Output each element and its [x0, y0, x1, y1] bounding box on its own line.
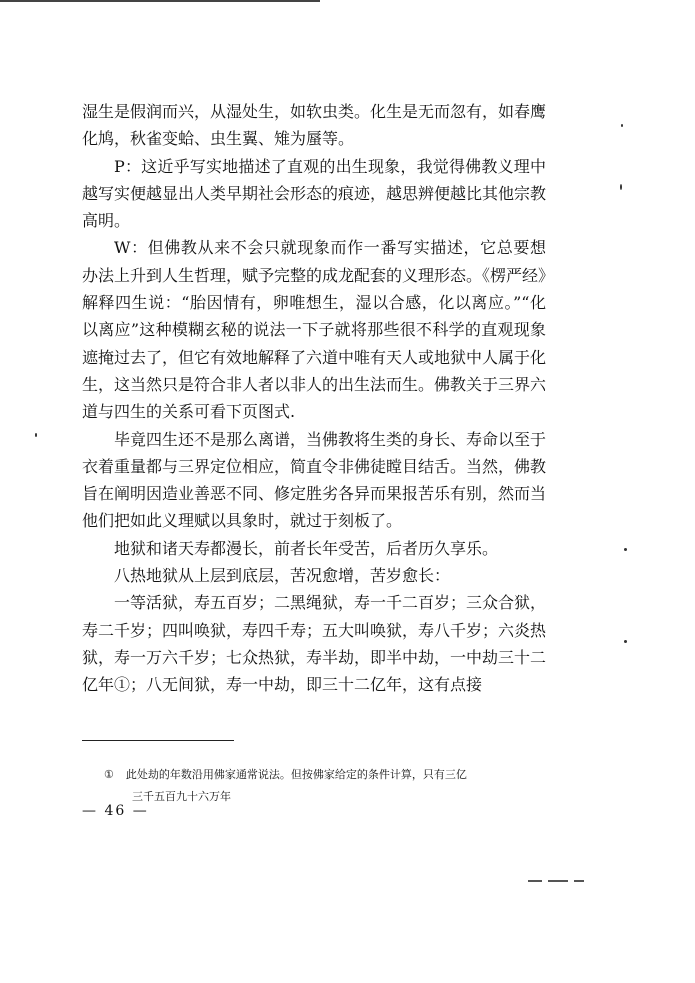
page-number: — 46 — — [82, 803, 149, 819]
scan-dash — [574, 880, 584, 882]
paragraph-hells-heavens: 地狱和诸天寿都漫长，前者长年受苦，后者历久享乐。 — [114, 538, 499, 558]
scan-dash — [528, 880, 542, 882]
page-body — [82, 98, 546, 699]
scan-speck — [624, 640, 627, 643]
paragraph-eight-hot-hells: 八热地狱从上层到底层，苦况愈增，苦岁愈长： — [114, 566, 451, 586]
footnote-line-2: 三千五百九十六万年 — [132, 790, 231, 803]
footnote-mark: ① — [104, 768, 114, 781]
paragraph-wet-birth: 湿生是假润而兴，从湿处生，如软虫类。化生是无而忽有，如春鹰化鸠，秋雀变蛤、虫生翼、雉为蜃等。 — [82, 102, 547, 149]
scan-dash — [548, 880, 568, 882]
paragraph-four-births: 毕竟四生还不是那么离谱，当佛教将生类的身长、寿命以至于衣着重量都与三界定位相应，简直令非佛徒瞠目结舌。当然，佛教旨在阐明因造业善恶不同、修定胜劣各异而果报苦乐有别，然而当他们把如此义理赋以具象时，就过于刻板了。 — [82, 429, 547, 531]
paragraph-w-reply: W：但佛教从来不会只就现象而作一番写实描述，它总要想办法上升到人生哲理，赋予完整的成龙配套的义理形态。《楞严经》解释四生说：“胎因情有，卵唯想生，湿以合感，化以离应。”“化以离应”这种模糊玄秘的说法一下子就将那些很不科学的直观现象遮掩过去了，但它有效地解释了六道中唯有天人或地狱中人属于化生，这当然只是符合非人者以非人的出生法而生。佛教关于三界六道与四生的关系可看下页图式. — [82, 238, 547, 422]
scan-speck — [620, 184, 622, 190]
scan-speck — [621, 124, 623, 127]
paragraph-p-comment: P：这近乎写实地描述了直观的出生现象，我觉得佛教义理中越写实便越显出人类早期社会形态的痕迹，越思辨便越比其他宗教高明。 — [82, 156, 547, 231]
scan-speck — [35, 433, 37, 437]
footnote-line-1: 此处劫的年数沿用佛家通常说法。但按佛家给定的条件计算，只有三亿 — [125, 768, 467, 781]
footnote-rule — [82, 740, 234, 741]
top-edge-rule — [0, 0, 320, 2]
scan-speck — [624, 548, 627, 551]
paragraph-hell-list: 一等活狱，寿五百岁；二黑绳狱，寿一千二百岁；三众合狱，寿二千岁；四叫唤狱，寿四千寿；五大叫唤狱，寿八千岁；六炎热狱，寿一万六千岁；七众热狱，寿半劫，即半中劫，一中劫三十二亿年①；八无间狱，寿一中劫，即三十二亿年，这有点接 — [82, 593, 547, 695]
footnote — [104, 764, 546, 808]
